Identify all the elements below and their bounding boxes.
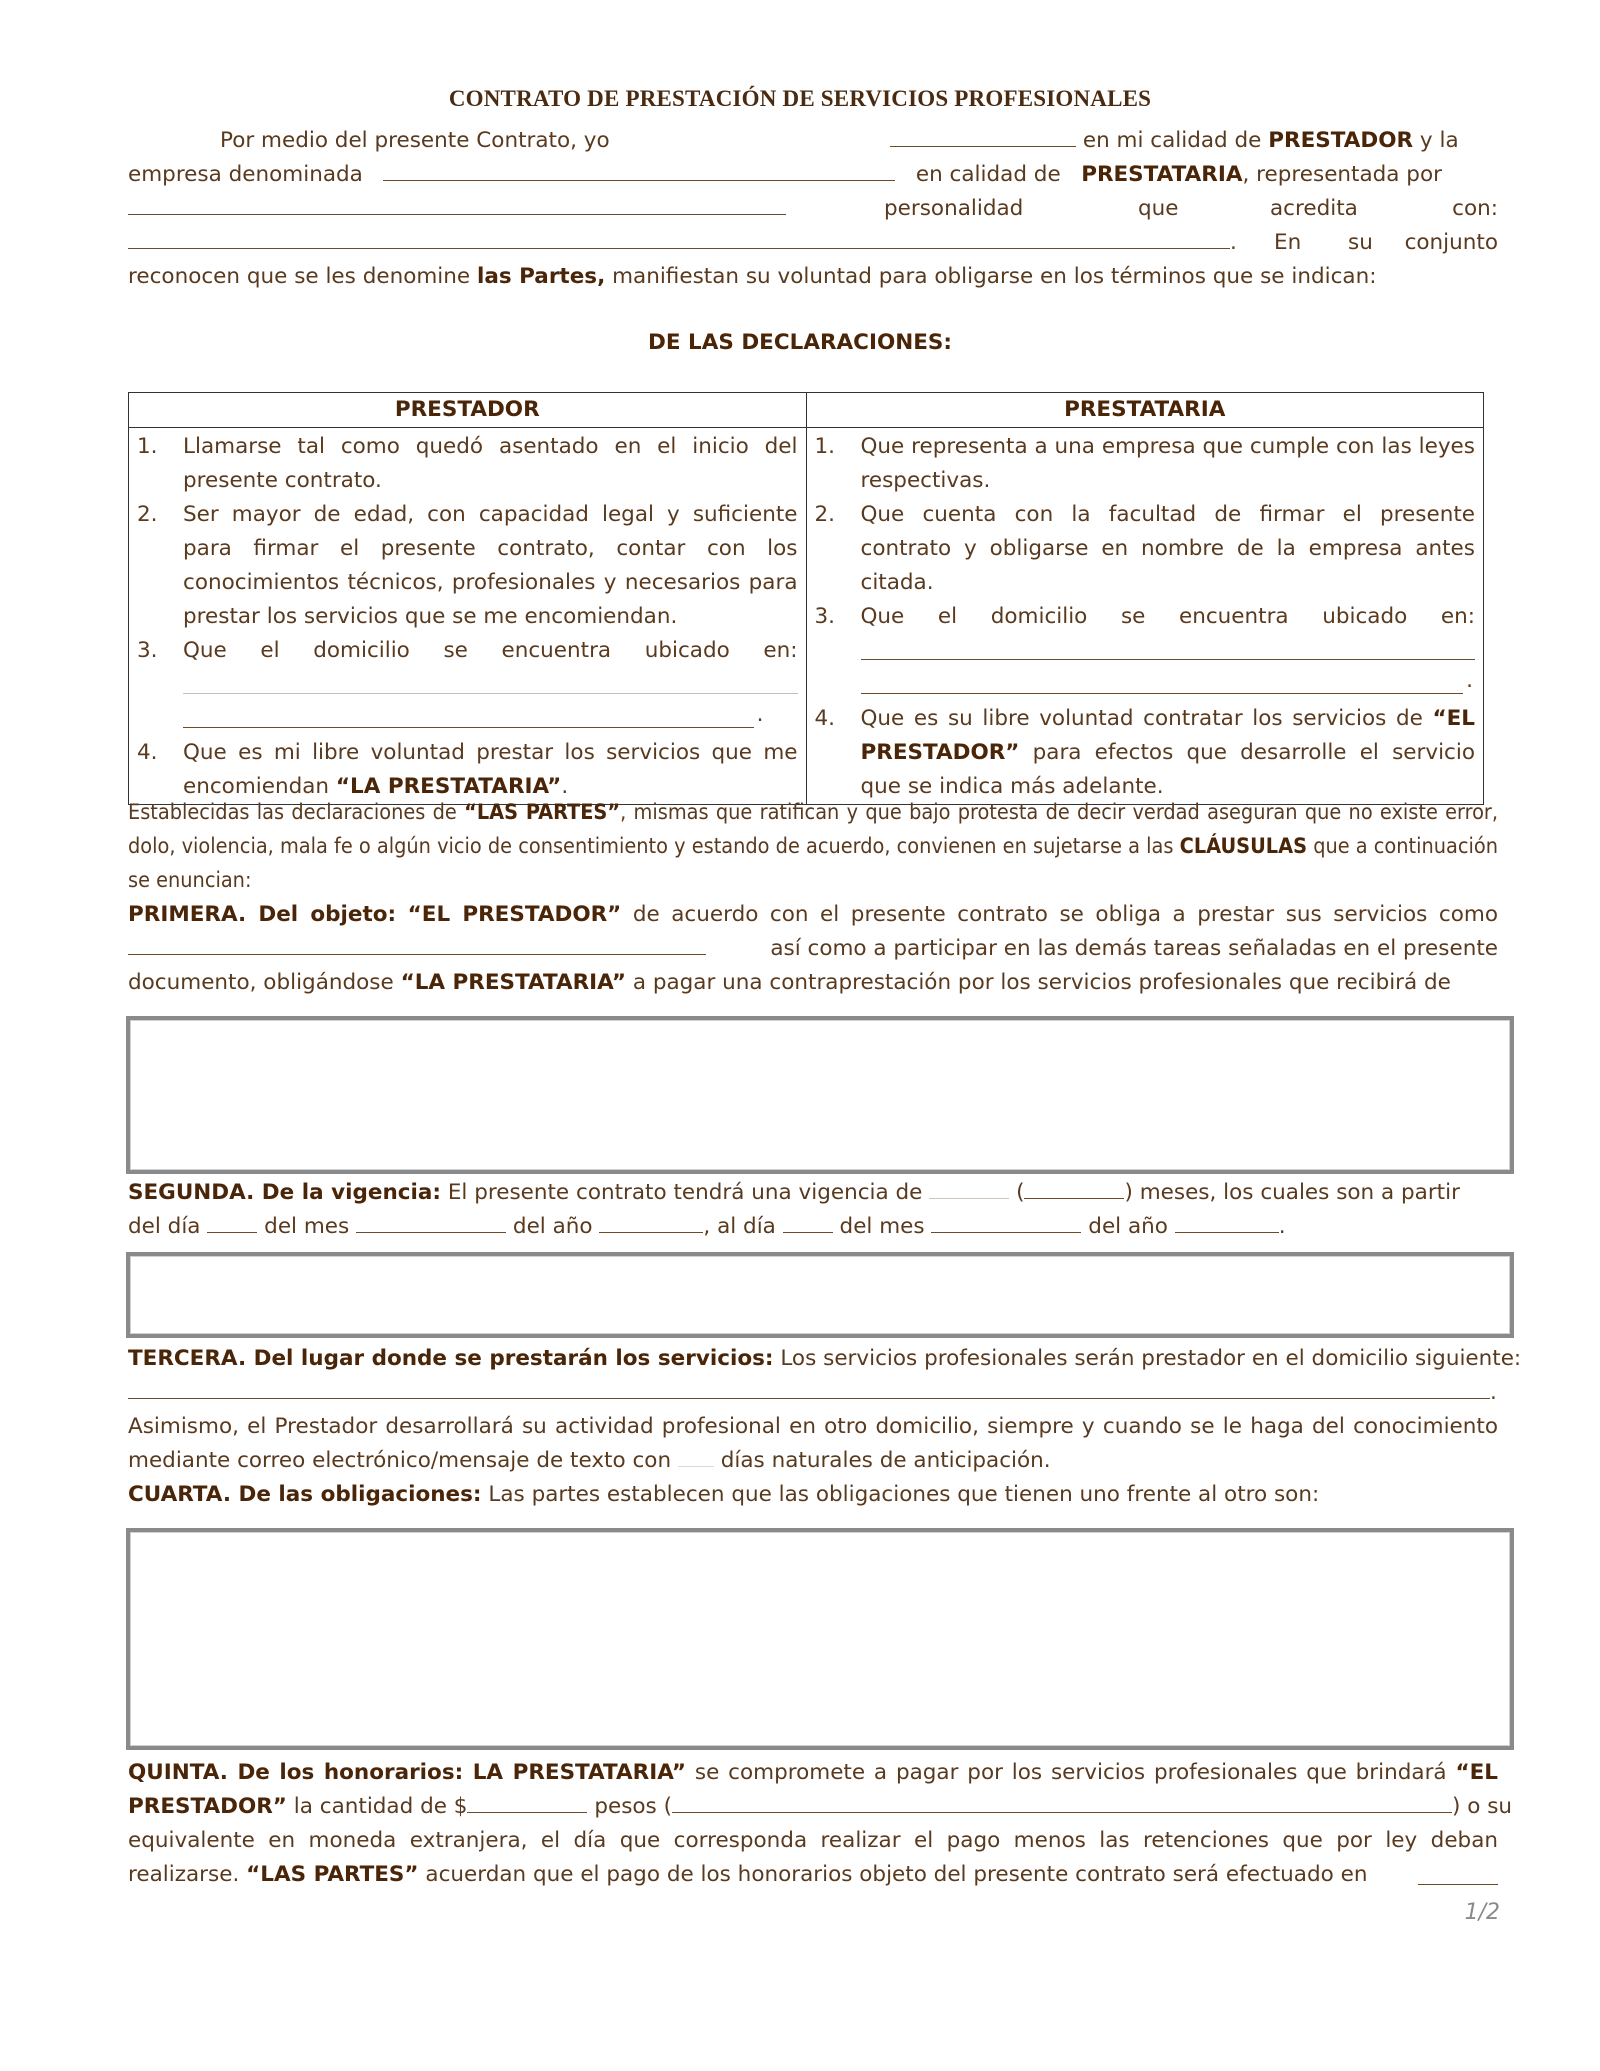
intro-text: empresa denominada — [128, 162, 363, 187]
item-text-part: para efectos que desarrolle el servicio que se indica más adelante. — [860, 740, 1475, 799]
clause-quinta-label: QUINTA. De los honorarios: LA PRESTATARIA” — [128, 1760, 687, 1785]
company-name-blank[interactable] — [383, 158, 895, 181]
item-text-part: Que es mi libre voluntad prestar los servicios que me encomiendan — [183, 740, 798, 799]
clause-tercera-line-1 — [128, 1342, 1522, 1376]
clause-tercera-line-3 — [128, 1410, 1498, 1444]
intro-text: que — [1138, 196, 1179, 221]
item-text-line: Que el domicilio se encuentra ubicado en: — [860, 604, 1475, 629]
item-number: 1. — [814, 434, 836, 459]
clause-text: del año — [512, 1214, 593, 1239]
redacted-region — [126, 1252, 1514, 1338]
clause-text: realizarse. — [128, 1862, 240, 1887]
prestador-address-blank-2[interactable] — [183, 702, 798, 736]
el-prestador-label: “EL PRESTADOR” — [407, 902, 622, 927]
las-partes-label: las Partes, — [476, 264, 606, 289]
clause-quinta-line-4 — [128, 1858, 1498, 1892]
item-text: Ser mayor de edad, con capacidad legal y suficiente para firmar el presente contrato, contar con los conocimientos técnicos, profesionales y necesarios para prestar los servicios que se me encomiendan. — [183, 502, 798, 629]
declarations-table — [128, 392, 1484, 805]
declaration-item — [815, 600, 1476, 702]
declaration-item — [815, 702, 1476, 804]
paragraph-text: , mismas que ratifican y que bajo protesta de decir verdad aseguran que no existe error, dolo, violencia, mala fe o algún vicio de consentimiento y estando de acuerdo, convienen en sujetarse a las — [128, 800, 1498, 859]
start-month-blank[interactable] — [356, 1210, 506, 1233]
redacted-region — [126, 1016, 1514, 1174]
el-prestador-label: PRESTADOR” — [128, 1794, 287, 1819]
clause-quinta-line-1 — [128, 1756, 1498, 1790]
clausulas-label: CLÁUSULAS — [1179, 834, 1308, 859]
prestataria-address-blank-1[interactable] — [861, 634, 1476, 668]
declaration-item — [137, 634, 798, 736]
credentials-blank[interactable] — [128, 226, 1230, 249]
end-year-blank[interactable] — [1175, 1210, 1279, 1233]
clause-text: equivalente en moneda extranjera, el día que corresponda realizar el pago menos las retenciones que por ley deban — [128, 1828, 1498, 1853]
la-prestataria-label: “LA PRESTATARIA” — [335, 774, 562, 799]
intro-text: reconocen que se les denomine — [128, 264, 471, 289]
item-text — [183, 736, 798, 804]
clause-text: se compromete a pagar por los servicios profesionales que brindará — [694, 1760, 1447, 1785]
clause-text: días naturales de anticipación. — [720, 1448, 1051, 1473]
clause-segunda-line-1: SEGUNDA. De la vigencia: El presente contrato tendrá una vigencia de ( ) meses, los cuales son a partir — [128, 1176, 1498, 1210]
clause-primera-label: PRIMERA. Del objeto: — [128, 902, 397, 927]
declaration-item — [815, 498, 1476, 600]
established-paragraph — [128, 796, 1498, 898]
prestador-address-blank-1[interactable] — [183, 668, 798, 702]
intro-text: en calidad de — [915, 162, 1061, 187]
clause-text: Asimismo, el Prestador desarrollará su actividad profesional en otro domicilio, siempre y cuando se le haga del conocimiento — [128, 1414, 1498, 1439]
item-text-end: . — [756, 702, 764, 727]
item-text: Que representa a una empresa que cumple con las leyes respectivas. — [860, 434, 1475, 493]
item-text — [183, 634, 798, 736]
intro-text: en mi calidad de — [1082, 128, 1262, 153]
item-number: 4. — [814, 706, 836, 731]
intro-text: y la — [1419, 128, 1459, 153]
prestador-name-blank[interactable] — [890, 124, 1076, 147]
clause-tercera-line-2: . — [128, 1376, 1498, 1410]
las-partes-label: “LAS PARTES” — [464, 800, 621, 825]
item-text-end: . — [561, 774, 569, 799]
prestador-label: PRESTADOR — [1268, 128, 1414, 153]
end-month-blank[interactable] — [931, 1210, 1081, 1233]
clause-text: así como a participar en las demás tareas señaladas en el presente — [770, 936, 1498, 961]
prestataria-address-blank-2[interactable] — [861, 668, 1476, 702]
clause-segunda-label: SEGUNDA. De la vigencia: — [128, 1180, 441, 1205]
item-text: Llamarse tal como quedó asentado en el inicio del presente contrato. — [183, 434, 798, 493]
declaration-item — [137, 498, 798, 634]
prestataria-column-header: PRESTATARIA — [806, 393, 1484, 428]
intro-text: con: — [1452, 196, 1498, 221]
item-number: 1. — [137, 434, 158, 459]
intro-text: acredita — [1270, 196, 1358, 221]
clause-quinta-line-3 — [128, 1824, 1498, 1858]
clause-text: documento, obligándose — [128, 970, 394, 995]
prestador-declarations — [129, 428, 807, 805]
clause-tercera-label: TERCERA. Del lugar donde se prestarán los servicios: — [128, 1346, 774, 1371]
item-number: 3. — [814, 604, 836, 629]
clause-text: El presente contrato tendrá una vigencia de — [447, 1180, 923, 1205]
payment-schedule-blank[interactable] — [1418, 1862, 1498, 1885]
intro-text: su — [1348, 230, 1373, 255]
months-number-blank[interactable] — [929, 1176, 1009, 1199]
intro-line-5 — [128, 260, 1498, 294]
intro-line-1 — [128, 124, 1498, 158]
clause-text: de acuerdo con el presente contrato se obliga a prestar sus servicios como — [632, 902, 1498, 927]
clause-text: , al día — [703, 1214, 776, 1239]
clause-text: Las partes establecen que las obligaciones que tienen uno frente al otro son: — [488, 1482, 1320, 1507]
clause-cuarta-line-1 — [128, 1478, 1498, 1512]
item-number: 4. — [137, 740, 158, 765]
clause-primera-line-2 — [128, 932, 1498, 966]
intro-text: , representada por — [1242, 162, 1442, 187]
page-number: 1/2 — [1464, 1900, 1500, 1925]
document-title: CONTRATO DE PRESTACIÓN DE SERVICIOS PROFESIONALES — [448, 86, 1152, 111]
notice-days-blank[interactable] — [678, 1444, 714, 1467]
clause-quinta-line-2 — [128, 1790, 1513, 1824]
item-text — [861, 600, 1476, 702]
clause-text: acuerdan que el pago de los honorarios objeto del presente contrato será efectuado en — [425, 1862, 1368, 1887]
intro-text: . — [1230, 230, 1237, 255]
declaration-item — [137, 430, 798, 498]
item-text-end: . — [1466, 668, 1473, 693]
clause-text: Los servicios profesionales serán prestador en el domicilio siguiente: — [780, 1346, 1522, 1371]
paragraph-text: que a continuación se enuncian: — [128, 834, 1498, 893]
intro-text: manifiestan su voluntad para obligarse en los términos que se indican: — [612, 264, 1377, 289]
clause-cuarta-label: CUARTA. De las obligaciones: — [128, 1482, 482, 1507]
clause-text: del mes — [839, 1214, 925, 1239]
redacted-region — [126, 1528, 1514, 1750]
intro-line-3 — [128, 192, 1498, 226]
months-text-blank[interactable] — [1024, 1176, 1124, 1199]
clause-text: del día — [128, 1214, 201, 1239]
declaration-item — [815, 430, 1476, 498]
item-number: 2. — [137, 502, 158, 527]
clause-text: ) o su — [1451, 1794, 1513, 1819]
el-prestador-label: “EL — [1455, 1760, 1498, 1785]
clause-primera-line-3 — [128, 966, 1498, 1000]
service-description-blank[interactable] — [128, 932, 706, 955]
clause-text: meses, los cuales son a partir — [1139, 1180, 1460, 1205]
clause-text: mediante correo electrónico/mensaje de texto con — [128, 1448, 672, 1473]
intro-text: personalidad — [884, 196, 1024, 221]
clause-segunda-line-2: del día del mes del año , al día del mes del año . — [128, 1210, 1498, 1244]
clause-text: la cantidad de $ — [293, 1794, 468, 1819]
clause-text: a pagar una contraprestación por los servicios profesionales que recibirá de — [632, 970, 1451, 995]
item-text: Que cuenta con la facultad de firmar el presente contrato y obligarse en nombre de la empresa antes citada. — [860, 502, 1475, 595]
declarations-heading: DE LAS DECLARACIONES: — [648, 330, 952, 355]
start-year-blank[interactable] — [599, 1210, 703, 1233]
item-text-line: Que el domicilio se encuentra ubicado en: — [183, 638, 798, 663]
la-prestataria-label: “LA PRESTATARIA” — [400, 970, 626, 995]
intro-line-2 — [128, 158, 1498, 192]
paragraph-text: Establecidas las declaraciones de — [128, 800, 457, 825]
representative-blank[interactable] — [128, 192, 786, 215]
start-day-blank[interactable] — [207, 1210, 257, 1233]
clause-primera-line-1 — [128, 898, 1498, 932]
amount-text-blank[interactable] — [672, 1790, 1452, 1813]
amount-number-blank[interactable] — [467, 1790, 587, 1813]
clause-text: del mes — [264, 1214, 350, 1239]
item-text — [861, 702, 1476, 804]
intro-line-4 — [128, 226, 1498, 260]
clause-text: pesos ( — [594, 1794, 672, 1819]
item-number: 3. — [137, 638, 158, 663]
clause-text: del año — [1088, 1214, 1168, 1239]
clause-tercera-line-4 — [128, 1444, 1498, 1478]
intro-text: Por medio del presente Contrato, yo — [220, 128, 610, 153]
las-partes-label: “LAS PARTES” — [246, 1862, 419, 1887]
service-address-blank[interactable] — [128, 1376, 1490, 1399]
el-prestador-label: “EL PRESTADOR” — [860, 706, 1475, 765]
item-number: 2. — [814, 502, 836, 527]
prestataria-label: PRESTATARIA — [1081, 162, 1243, 187]
prestador-column-header: PRESTADOR — [129, 393, 807, 428]
end-day-blank[interactable] — [783, 1210, 833, 1233]
intro-text: conjunto — [1404, 230, 1498, 255]
intro-text: En — [1274, 230, 1302, 255]
declaration-item — [137, 736, 798, 804]
prestataria-declarations — [806, 428, 1484, 805]
item-text-part: Que es su libre voluntad contratar los servicios de — [860, 706, 1423, 731]
